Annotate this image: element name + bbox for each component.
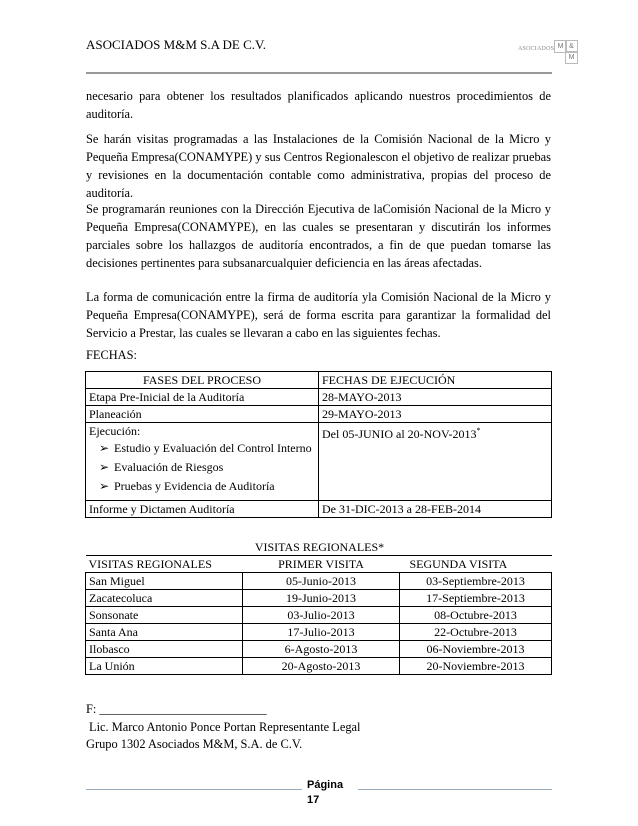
second-visit-cell: 06-Noviembre-2013 [400, 641, 552, 658]
logo-letter-1: M [554, 40, 567, 53]
execution-date: Del 05-JUNIO al 20-NOV-2013 [322, 427, 477, 441]
region-cell: La Unión [86, 658, 243, 675]
arrow-bullet-icon: ➢ [99, 479, 110, 493]
page-number-label [307, 778, 343, 808]
table-row [86, 389, 552, 406]
footer-divider-right [358, 789, 552, 790]
table-row [86, 624, 552, 641]
signature-line: F: ___________________________ [86, 702, 267, 716]
paragraph-4: La forma de comunicación entre la firma de auditoría yla Comisión Nacional de la Micro y Pequeña Empresa(CONAMYPE), será de forma escrita para garantizar la formalidad del Servicio a Prestar, las cuales se llevaran a cabo en las siguientes fechas. [86, 290, 551, 340]
second-visit-cell: 03-Septiembre-2013 [400, 573, 552, 590]
table-row [86, 423, 552, 501]
second-visit-cell: 17-Septiembre-2013 [400, 590, 552, 607]
phase-cell-execution [86, 423, 319, 501]
first-visit-cell: 6-Agosto-2013 [243, 641, 400, 658]
table-row [86, 590, 552, 607]
footer-divider-left [86, 789, 302, 790]
footnote-mark: * [476, 426, 481, 435]
page-number: 17 [307, 794, 320, 806]
arrow-bullet-icon: ➢ [99, 441, 110, 455]
second-visit-cell: 08-Octubre-2013 [400, 607, 552, 624]
signatory-group: Grupo 1302 Asociados M&M, S.A. de C.V. [86, 737, 303, 751]
header-divider [86, 72, 552, 74]
company-logo [518, 38, 576, 64]
phase-header: FASES DEL PROCESO [86, 372, 319, 389]
first-visit-cell: 03-Julio-2013 [243, 607, 400, 624]
table-row [86, 501, 552, 518]
region-cell: Ilobasco [86, 641, 243, 658]
header-company-name: ASOCIADOS M&M S.A DE C.V. [86, 37, 266, 52]
sub-item-label: Estudio y Evaluación del Control Interno [114, 441, 312, 455]
page-word: Página [307, 779, 344, 791]
visits-table-header [86, 556, 552, 573]
phase-cell: Planeación [86, 406, 319, 423]
arrow-bullet-icon: ➢ [99, 460, 110, 474]
list-item [99, 477, 315, 496]
first-visit-cell: 20-Agosto-2013 [243, 658, 400, 675]
execution-sub-list [89, 439, 315, 500]
second-visit-cell: 22-Octubre-2013 [400, 624, 552, 641]
logo-letter-2: & [565, 40, 578, 53]
table-row [86, 406, 552, 423]
logo-letter-3: M [565, 51, 578, 64]
table-row [86, 658, 552, 675]
sub-item-label: Pruebas y Evidencia de Auditoría [114, 479, 275, 493]
first-visit-cell: 05-Junio-2013 [243, 573, 400, 590]
date-header: FECHAS DE EJECUCIÓN [319, 372, 552, 389]
phase-table-header [86, 372, 552, 389]
fechas-label: FECHAS: [86, 348, 137, 362]
phase-cell: Etapa Pre-Inicial de la Auditoría [86, 389, 319, 406]
second-visit-cell: 20-Noviembre-2013 [400, 658, 552, 675]
region-cell: Sonsonate [86, 607, 243, 624]
logo-text: ASOCIADOS [518, 46, 555, 52]
list-item [99, 458, 315, 477]
visits-title: VISITAS REGIONALES* [254, 540, 385, 554]
phase-cell: Informe y Dictamen Auditoría [86, 501, 319, 518]
region-cell: Santa Ana [86, 624, 243, 641]
paragraph-1: necesario para obtener los resultados planificados aplicando nuestros procedimientos de auditoría. [86, 89, 551, 121]
date-cell [319, 423, 552, 501]
signatory-name: Lic. Marco Antonio Ponce Portan Representante Legal [89, 720, 361, 734]
region-header: VISITAS REGIONALES [86, 556, 243, 573]
first-visit-cell: 19-Junio-2013 [243, 590, 400, 607]
visits-table [85, 555, 552, 675]
list-item [99, 439, 315, 458]
first-visit-cell: 17-Julio-2013 [243, 624, 400, 641]
first-visit-header: PRIMER VISITA [243, 556, 400, 573]
table-row [86, 641, 552, 658]
execution-label: Ejecución: [89, 424, 141, 438]
paragraph-2: Se harán visitas programadas a las Instalaciones de la Comisión Nacional de la Micro y Pequeña Empresa(CONAMYPE) y sus Centros Regionalescon el objetivo de realizar pruebas y revisiones en la documentación contable como administrativa, propias del proceso de auditoría. [86, 132, 551, 200]
second-visit-header: SEGUNDA VISITA [400, 556, 552, 573]
date-cell: 29-MAYO-2013 [319, 406, 552, 423]
date-cell: 28-MAYO-2013 [319, 389, 552, 406]
phase-table [85, 371, 552, 518]
region-cell: Zacatecoluca [86, 590, 243, 607]
table-row [86, 607, 552, 624]
table-row [86, 573, 552, 590]
sub-item-label: Evaluación de Riesgos [114, 460, 224, 474]
date-cell: De 31-DIC-2013 a 28-FEB-2014 [319, 501, 552, 518]
paragraph-3: Se programarán reuniones con la Dirección Ejecutiva de laComisión Nacional de la Micro y Pequeña Empresa(CONAMYPE), en las cuales se presentaran y discutirán los informes parciales sobre los hallazgos de auditoría encontrados, a fin de que puedan tomarse las decisiones pertinentes para subsanarcualquier deficiencia en las áreas afectadas. [86, 202, 551, 270]
region-cell: San Miguel [86, 573, 243, 590]
